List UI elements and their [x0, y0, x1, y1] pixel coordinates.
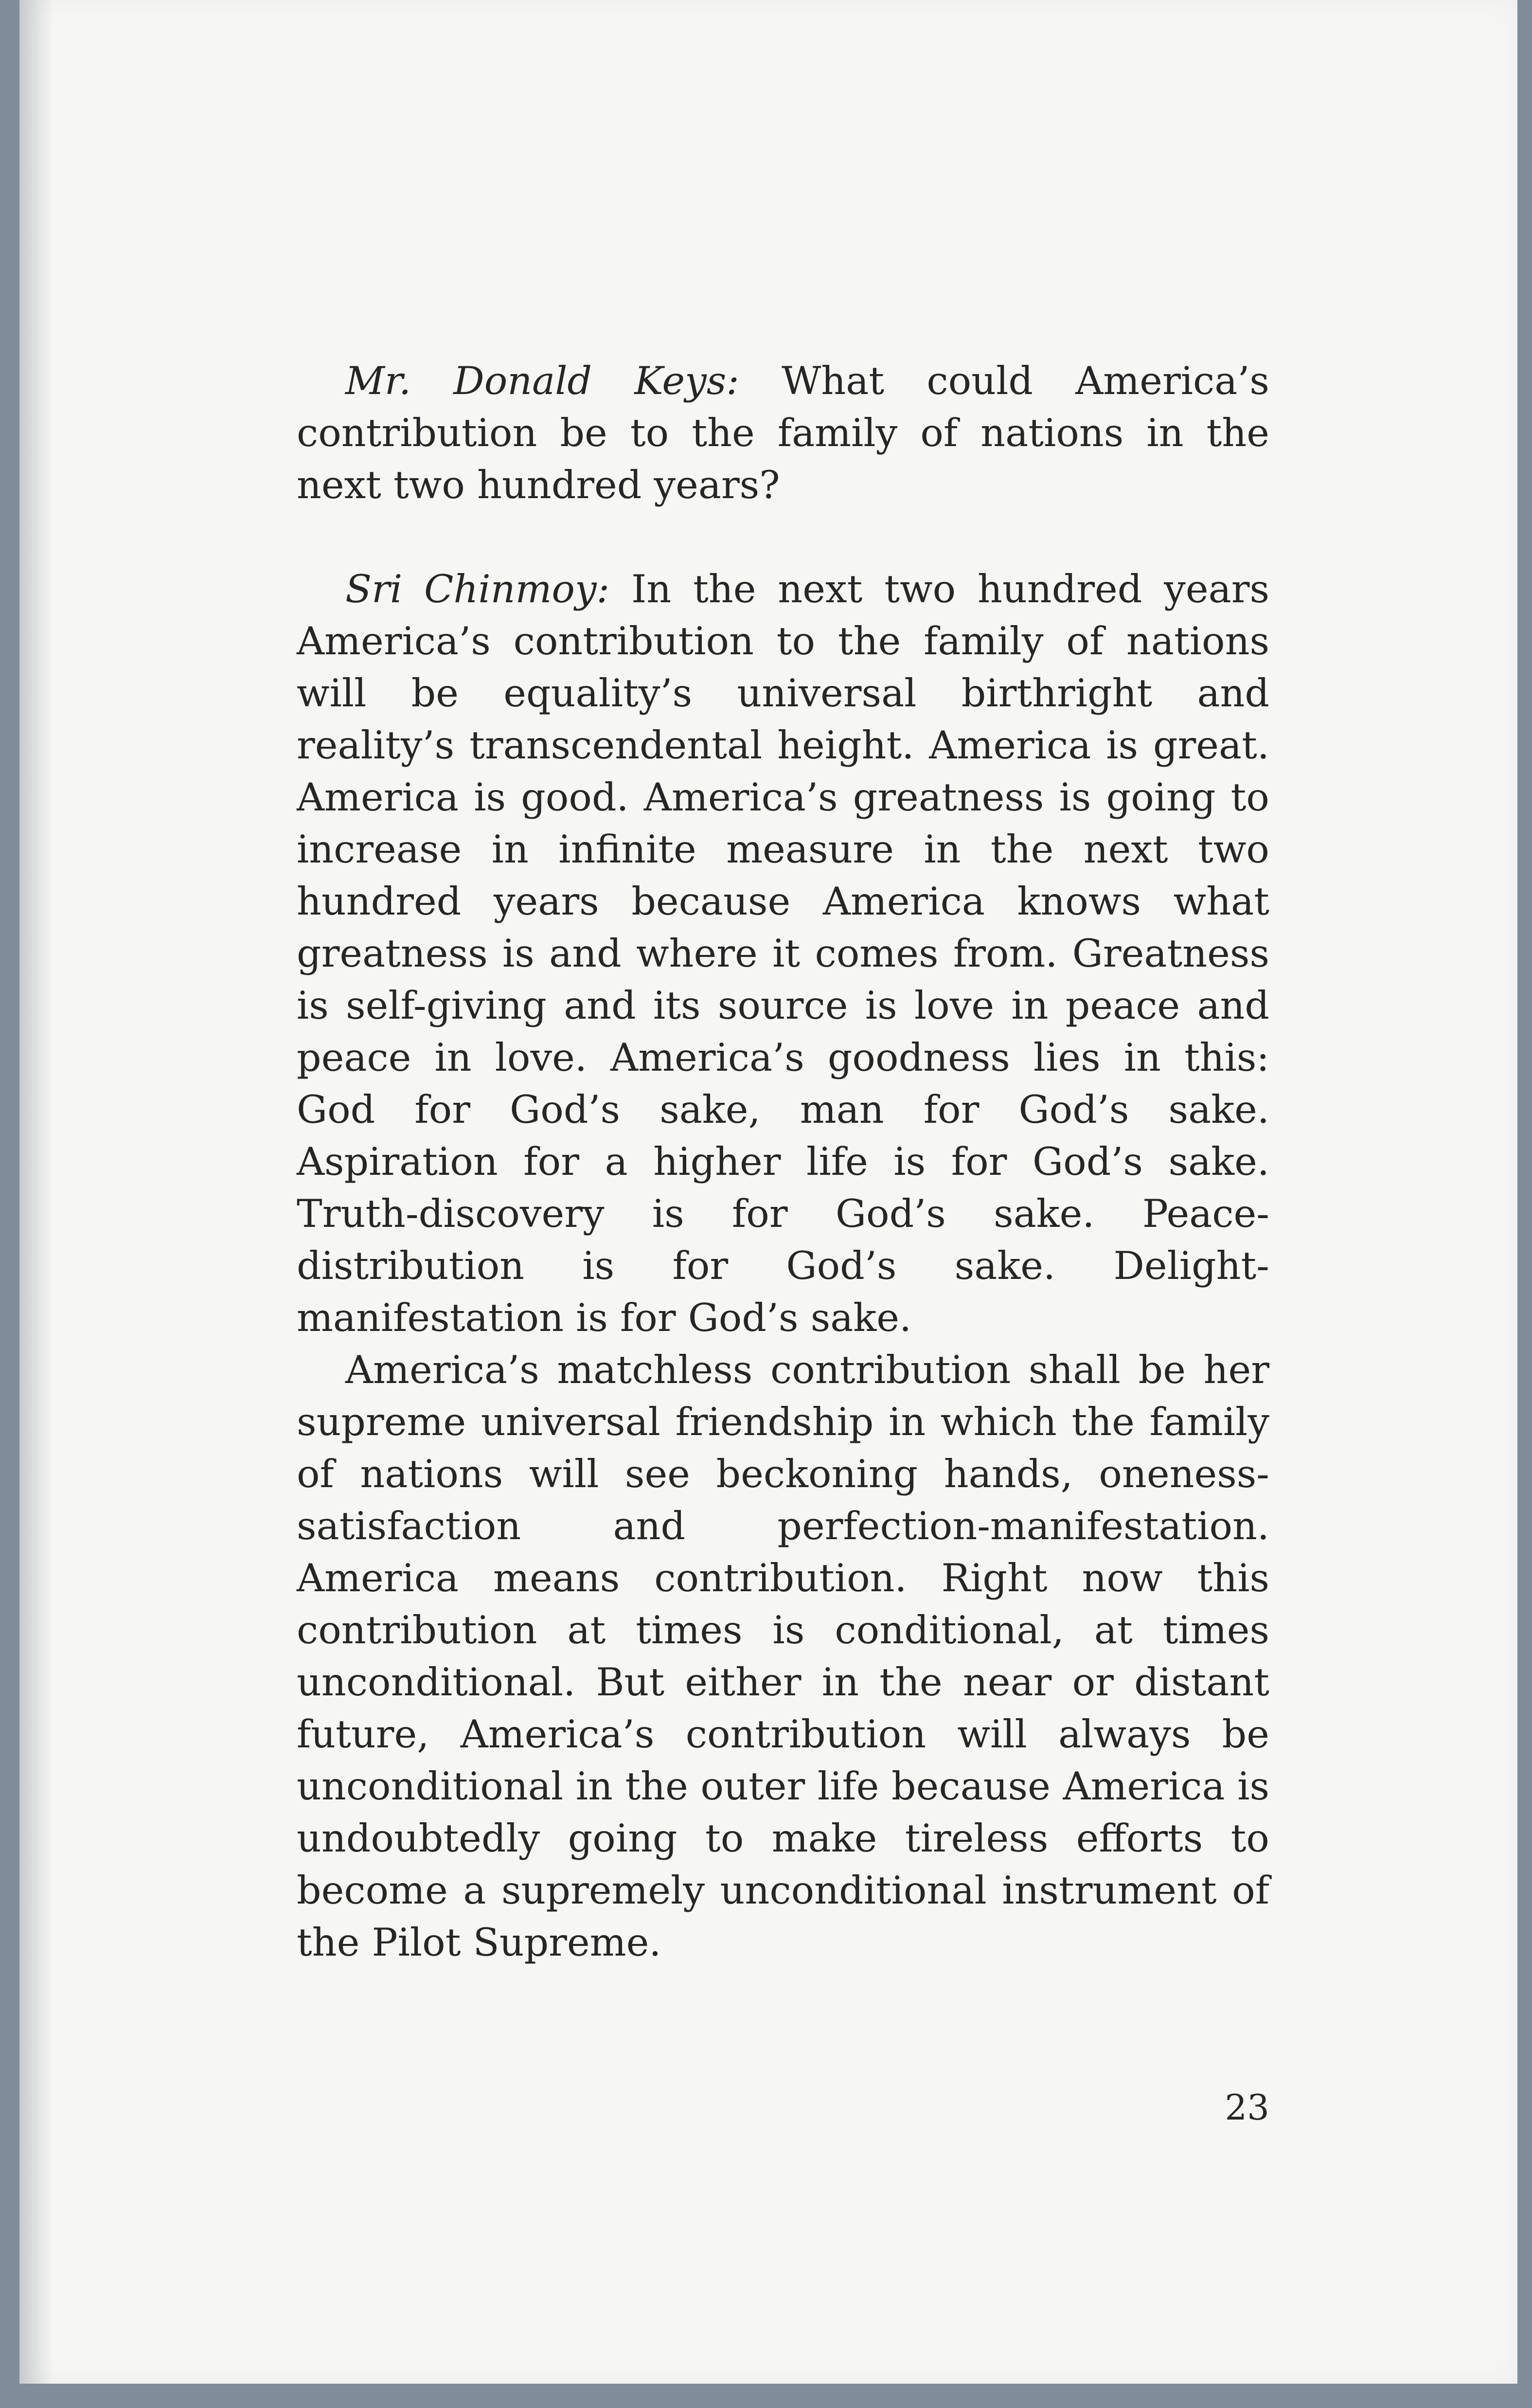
- page-text: [297, 355, 1269, 1969]
- answer-speaker: Sri Chinmoy:: [345, 567, 610, 611]
- answer-paragraph-2: [297, 1344, 1269, 1969]
- page-edge-shadow: [19, 0, 53, 2384]
- answer-paragraph-1: [297, 563, 1269, 1344]
- answer-text-2: America’s matchless contribution shall be her supreme universal friendship in which the family of nations will see beckoning hands, oneness-satisfaction and perfection-manifestation. America means contribution. Right now this contribution at times is conditional, at times unconditional. But either in the near or distant future, America’s contribution will always be unconditional in the outer life because America is undoubtedly going to make tireless efforts to become a supremely unconditional instrument of the Pilot Supreme.: [297, 1348, 1269, 1965]
- question-text: What could America’s contribution be to the family of nations in the next two hundred years?: [297, 359, 1269, 507]
- page-number: 23: [1225, 2087, 1269, 2128]
- question-speaker: Mr. Donald Keys:: [345, 359, 739, 403]
- answer-text-1: In the next two hundred years America’s contribution to the family of nations will be equality’s universal birthright and reality’s transcendental height. America is great. America is good. America’s greatness is going to increase in infinite measure in the next two hundred years because America knows what greatness is and where it comes from. Greatness is self-giving and its source is love in peace and peace in love. America’s goodness lies in this: God for God’s sake, man for God’s sake. Aspiration for a higher life is for God’s sake. Truth-discovery is for God’s sake. Peace-distribution is for God’s sake. Delight-manifestation is for God’s sake.: [297, 567, 1270, 1340]
- question-paragraph: [297, 355, 1269, 511]
